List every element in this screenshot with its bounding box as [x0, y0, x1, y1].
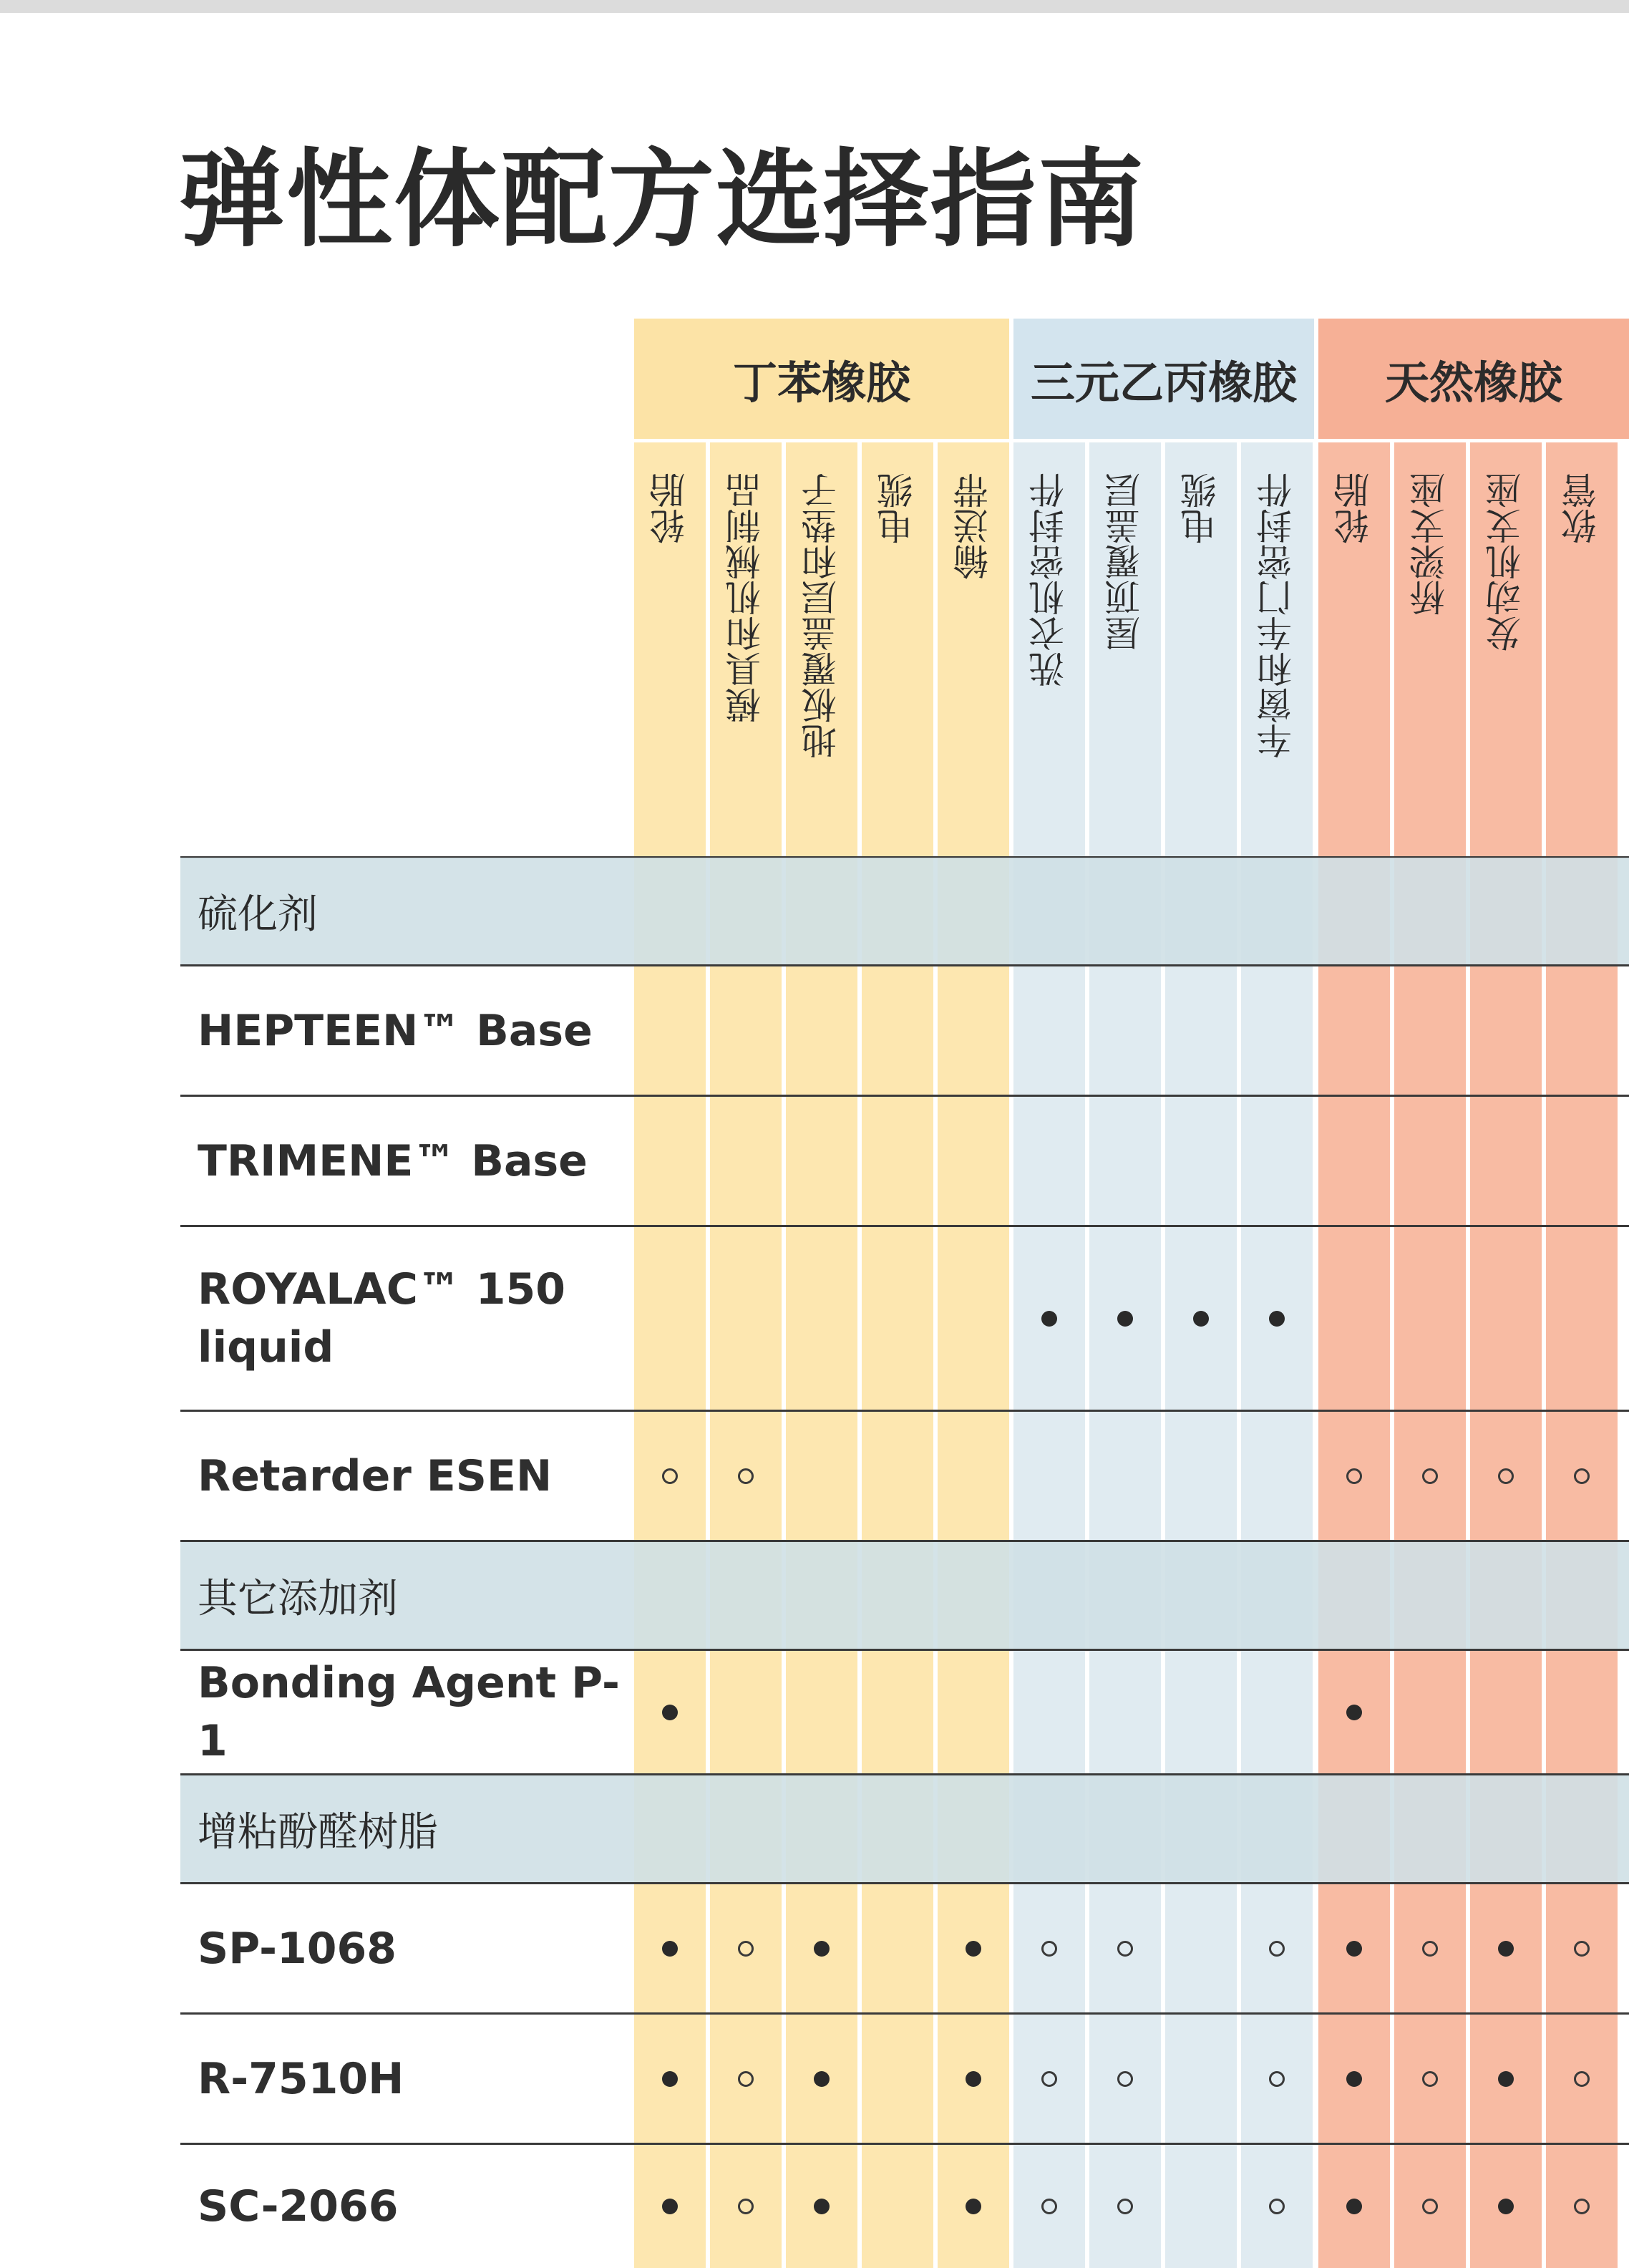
row-label: ROYALAC™ 150 liquid	[198, 1264, 566, 1372]
open-circle-icon	[1422, 1468, 1438, 1484]
column-header: 电缆	[877, 472, 918, 544]
open-circle-icon	[738, 2071, 754, 2087]
open-circle-icon	[662, 1468, 678, 1484]
page-top-band	[0, 0, 1629, 13]
open-circle-icon	[1574, 1468, 1590, 1484]
column-header: 洗衣机密封件	[1029, 472, 1070, 687]
page-title: 弹性体配方选择指南	[179, 138, 1145, 261]
section-label: 其它添加剂	[198, 1576, 398, 1622]
column-header: 软管	[1561, 472, 1603, 544]
filled-dot-icon	[662, 2199, 678, 2214]
column-header: 发动机支座	[1485, 472, 1527, 651]
column-header: 车窗和车门密封件	[1256, 472, 1298, 759]
row-label: Retarder ESEN	[198, 1450, 553, 1501]
open-circle-icon	[1269, 2071, 1285, 2087]
filled-dot-icon	[1346, 2199, 1362, 2214]
row-label: SC-2066	[198, 2181, 399, 2231]
section-label: 硫化剂	[198, 891, 318, 938]
column-header: 输送带	[953, 472, 994, 580]
row-label: Bonding Agent P-1	[198, 1658, 620, 1766]
group-header-2: 三元乙丙橡胶	[1030, 356, 1297, 409]
section-band	[180, 858, 1629, 965]
filled-dot-icon	[1498, 2071, 1514, 2087]
filled-dot-icon	[966, 1941, 981, 1957]
filled-dot-icon	[662, 1941, 678, 1957]
open-circle-icon	[1117, 2199, 1133, 2214]
open-circle-icon	[1498, 1468, 1514, 1484]
filled-dot-icon	[814, 1941, 830, 1957]
filled-dot-icon	[1346, 1705, 1362, 1720]
filled-dot-icon	[1346, 2071, 1362, 2087]
column-header: 电缆	[1180, 472, 1222, 544]
column-header: 模具和机械制品	[725, 472, 767, 723]
column-header: 地板覆盖层和垫子	[801, 472, 842, 759]
filled-dot-icon	[814, 2199, 830, 2214]
open-circle-icon	[1574, 2071, 1590, 2087]
filled-dot-icon	[966, 2071, 981, 2087]
row-label: HEPTEEN™ Base	[198, 1005, 593, 1056]
open-circle-icon	[1041, 1941, 1057, 1957]
filled-dot-icon	[1498, 2199, 1514, 2214]
filled-dot-icon	[1269, 1311, 1285, 1327]
group-header-3: 天然橡胶	[1384, 356, 1562, 409]
open-circle-icon	[738, 1468, 754, 1484]
open-circle-icon	[1117, 2071, 1133, 2087]
row-label: TRIMENE™ Base	[198, 1135, 588, 1186]
section-label: 增粘酚醛树脂	[198, 1809, 438, 1856]
open-circle-icon	[1269, 1941, 1285, 1957]
column-header: 轮胎	[649, 472, 691, 544]
open-circle-icon	[1422, 1941, 1438, 1957]
filled-dot-icon	[662, 1705, 678, 1720]
column-header: 屋顶覆盖层	[1104, 472, 1146, 651]
open-circle-icon	[1041, 2199, 1057, 2214]
filled-dot-icon	[814, 2071, 830, 2087]
filled-dot-icon	[1346, 1941, 1362, 1957]
filled-dot-icon	[966, 2199, 981, 2214]
column-header: 桥梁支座	[1409, 472, 1451, 616]
open-circle-icon	[1574, 1941, 1590, 1957]
open-circle-icon	[1346, 1468, 1362, 1484]
row-label: R-7510H	[198, 2053, 404, 2104]
filled-dot-icon	[1041, 1311, 1057, 1327]
open-circle-icon	[1422, 2199, 1438, 2214]
filled-dot-icon	[662, 2071, 678, 2087]
group-header-1: 丁苯橡胶	[732, 356, 910, 409]
open-circle-icon	[1041, 2071, 1057, 2087]
open-circle-icon	[738, 2199, 754, 2214]
filled-dot-icon	[1193, 1311, 1209, 1327]
filled-dot-icon	[1117, 1311, 1133, 1327]
row-label: SP-1068	[198, 1923, 397, 1974]
open-circle-icon	[1117, 1941, 1133, 1957]
open-circle-icon	[738, 1941, 754, 1957]
open-circle-icon	[1269, 2199, 1285, 2214]
open-circle-icon	[1422, 2071, 1438, 2087]
open-circle-icon	[1574, 2199, 1590, 2214]
column-header: 轮胎	[1333, 472, 1375, 544]
filled-dot-icon	[1498, 1941, 1514, 1957]
